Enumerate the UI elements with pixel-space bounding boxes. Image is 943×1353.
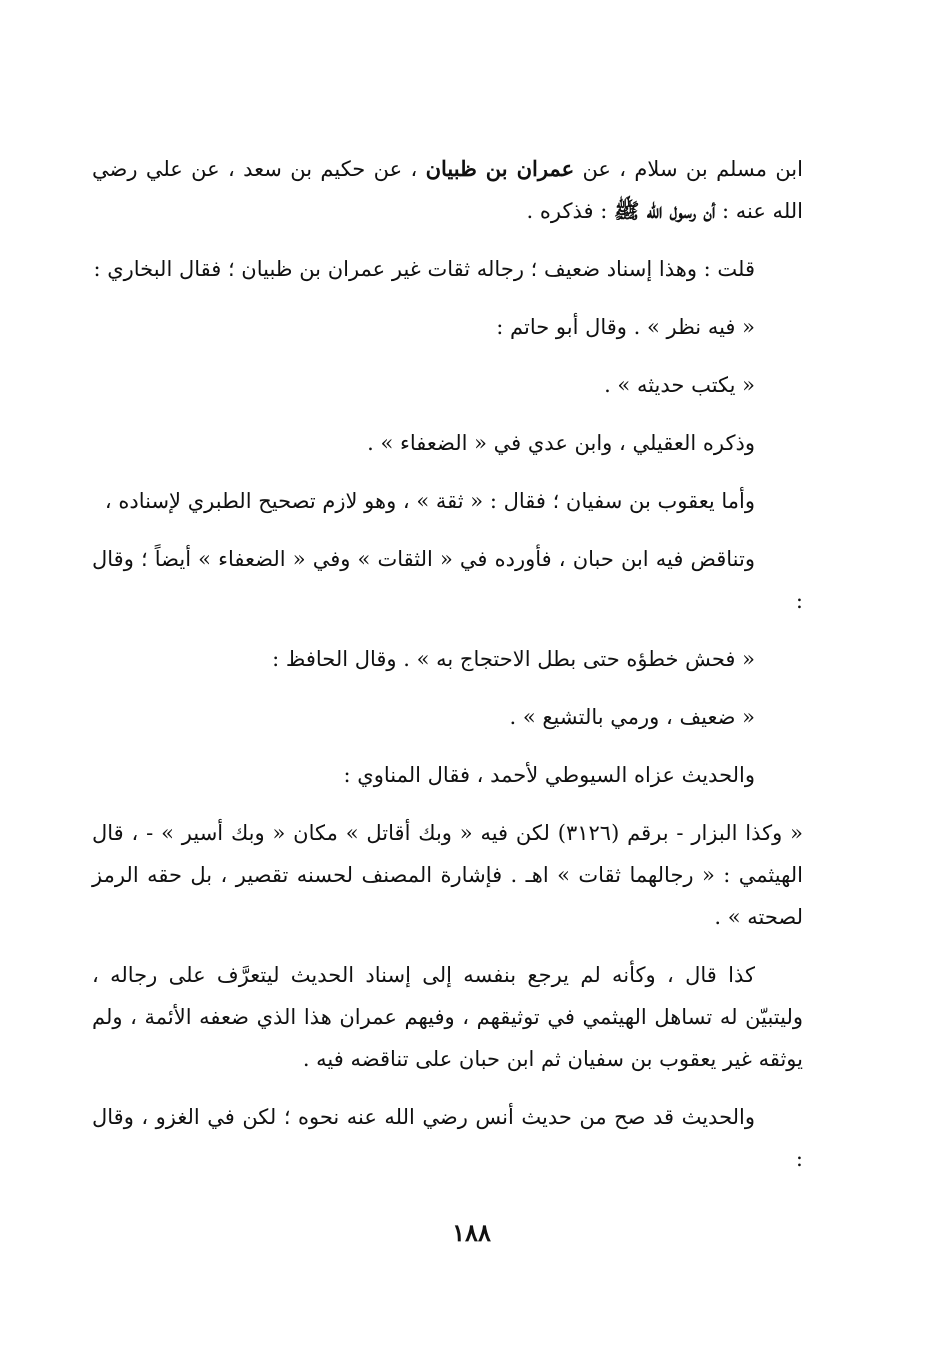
paragraph-munawi-quote: « وكذا البزار - برقم (٣١٢٦) لكن فيه « وبك أقاتل » مكان « وبك أسير » - ، قال الهيثمي : « رجالهما ثقات » اهـ . فإشارة المصنف لحسنه تقصير ، بل حقه الرمز لصحته » .	[92, 821, 803, 929]
chain-text-end: : فذكره .	[526, 199, 614, 223]
paragraph-suyuti: والحديث عزاه السيوطي لأحمد ، فقال المناوي :	[343, 763, 755, 787]
quote-abu-hatim: « يكتب حديثه » .	[604, 373, 755, 397]
paragraph-yaqub: وأما يعقوب بن سفيان ؛ فقال : « ثقة » ، وهو لازم تصحيح الطبري لإسناده ،	[104, 489, 755, 513]
narrator-name-bold: عمران بن ظبيان	[425, 156, 575, 181]
quote-ibn-hibban: « فحش خطؤه حتى بطل الاحتجاج به » . وقال الحافظ :	[272, 647, 755, 671]
paragraph-assessment: قلت : وهذا إسناد ضعيف ؛ رجاله ثقات غير عمران بن ظبيان ؛ فقال البخاري :	[93, 257, 755, 281]
paragraph-uqayli: وذكره العقيلي ، وابن عدي في « الضعفاء » .	[367, 431, 755, 455]
paragraph-ibn-hibban: وتناقض فيه ابن حبان ، فأورده في « الثقات » وفي « الضعفاء » أيضاً ؛ وقال :	[92, 547, 803, 613]
paragraph-anas: والحديث قد صح من حديث أنس رضي الله عنه نحوه ؛ لكن في الغزو ، وقال :	[92, 1105, 803, 1171]
chain-text-middle: ، عن حكيم بن سعد ، عن علي رضي الله عنه :	[92, 157, 803, 223]
paragraph-chain	[92, 148, 803, 232]
hadith-text-bold: أن رسول الله ﷺ	[613, 198, 716, 223]
paragraph-critique: كذا قال ، وكأنه لم يرجع بنفسه إلى إسناد الحديث ليتعرَّف على رجاله ، وليتبيّن له تساهل الهيثمي في توثيقهم ، وفيهم عمران هذا الذي ضعفه الأئمة ، ولم يوثقه غير يعقوب بن سفيان ثم ابن حبان على تناقضه فيه .	[92, 963, 803, 1071]
quote-hafiz: « ضعيف ، ورمي بالتشيع » .	[509, 705, 755, 729]
quote-bukhari: « فيه نظر » . وقال أبو حاتم :	[496, 315, 755, 339]
page-number: ١٨٨	[452, 1218, 491, 1247]
chain-text-start: ابن مسلم بن سلام ، عن	[574, 157, 803, 181]
page-body	[92, 148, 803, 1196]
